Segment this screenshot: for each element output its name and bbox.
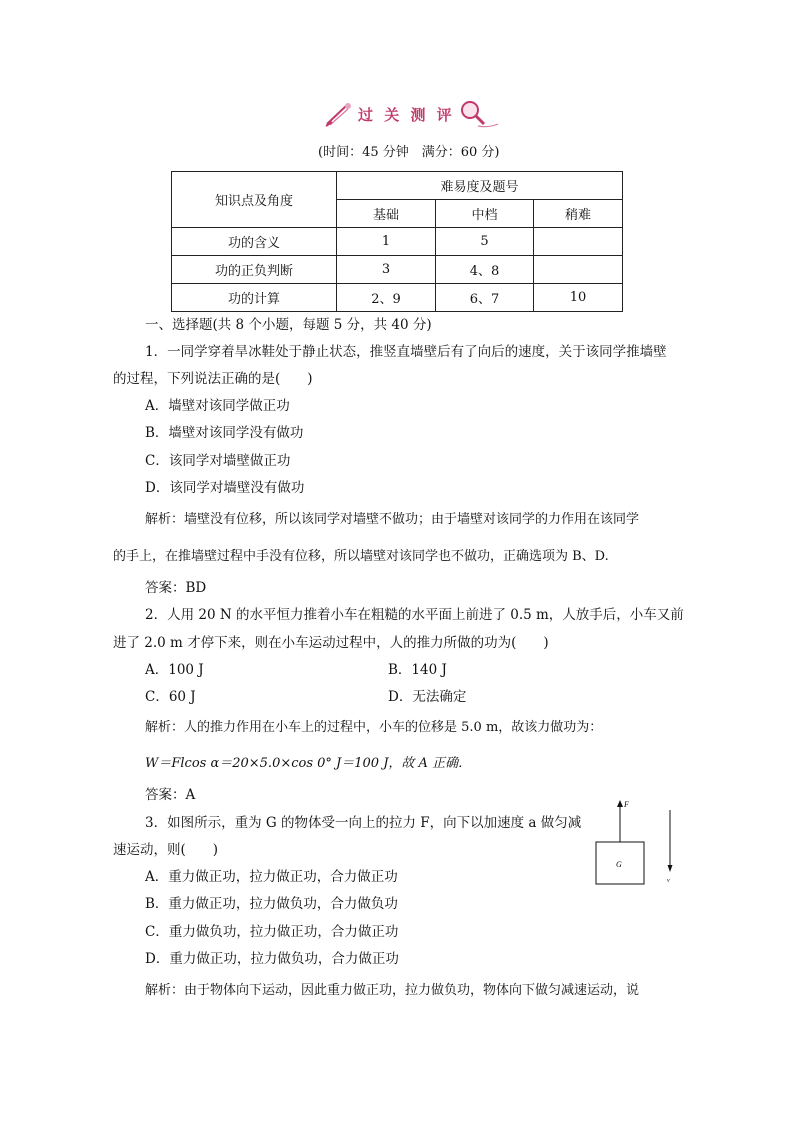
table-header-difficulty: 难易度及题号 — [337, 172, 623, 200]
velocity-arrow-head — [668, 865, 673, 872]
q1-stem-line2: 的过程，下列说法正确的是( ) — [113, 371, 313, 387]
q2-option-b: B．140 J — [388, 662, 447, 678]
q2-formula: W＝Flcos α＝20×5.0×cos 0° J＝100 J，故 A 正确． — [145, 756, 472, 771]
table-cell-topic: 功的计算 — [172, 284, 337, 312]
q2-option-d: D．无法确定 — [388, 689, 467, 705]
q2-option-c: C．60 J — [145, 689, 196, 705]
q3-option-a: A．重力做正功，拉力做正功，合力做正功 — [145, 869, 398, 885]
force-diagram-svg — [592, 798, 682, 888]
box-label: G — [616, 860, 622, 869]
answer-value: BD — [185, 580, 207, 596]
table-cell-basic: 2、9 — [337, 284, 436, 312]
table-subheader-medium: 中档 — [436, 200, 534, 228]
force-label: F — [624, 800, 629, 809]
q1-analysis-line1 — [145, 508, 639, 527]
table-cell-hard — [534, 228, 623, 256]
analysis-label: 解析： — [145, 983, 185, 998]
answer-label: 答案： — [145, 580, 186, 596]
section-heading: 一、选择题(共 8 个小题，每题 5 分，共 40 分) — [145, 317, 432, 333]
q2-stem-line2: 进了 2.0 m 才停下来，则在小车运动过程中，人的推力所做的功为( ) — [113, 635, 549, 651]
q3-analysis-line1 — [145, 979, 639, 998]
table-subheader-hard: 稍难 — [534, 200, 623, 228]
analysis-label: 解析： — [145, 512, 185, 527]
knowledge-difficulty-table — [171, 171, 623, 312]
force-arrow-head — [617, 800, 623, 807]
table-cell-hard: 10 — [534, 284, 623, 312]
table-subheader-basic: 基础 — [337, 200, 436, 228]
page-title: 过 关 测 评 — [358, 106, 455, 124]
analysis-text: 人的推力作用在小车上的过程中，小车的位移是 5.0 m，故该力做功为： — [184, 720, 603, 735]
q1-stem-line1: 1．一同学穿着旱冰鞋处于静止状态，推竖直墙壁后有了向后的速度，关于该同学推墙壁 — [145, 344, 667, 360]
analysis-label: 解析： — [145, 720, 185, 735]
table-header-topic: 知识点及角度 — [172, 172, 337, 228]
table-row — [172, 284, 623, 312]
table-cell-medium: 4、8 — [436, 256, 534, 284]
answer-value: A — [185, 787, 196, 803]
velocity-label: v — [667, 878, 670, 884]
analysis-text: 墙壁没有位移，所以该同学对墙壁不做功；由于墙壁对该同学的力作用在该同学 — [184, 512, 640, 527]
q2-analysis-line1 — [145, 716, 602, 735]
q3-stem-line2: 速运动，则( ) — [113, 842, 219, 858]
magnifier-decoration-icon — [458, 98, 500, 130]
q1-answer — [145, 576, 206, 596]
q3-option-b: B．重力做正功，拉力做负功，合力做负功 — [145, 896, 398, 912]
table-cell-medium: 6、7 — [436, 284, 534, 312]
q3-option-d: D．重力做正功，拉力做负功，合力做正功 — [145, 951, 399, 967]
answer-label: 答案： — [145, 787, 186, 803]
table-cell-medium: 5 — [436, 228, 534, 256]
q1-option-b: B．墙壁对该同学没有做功 — [145, 425, 304, 441]
section-title-banner — [320, 98, 500, 132]
table-cell-hard — [534, 256, 623, 284]
q1-analysis-line2: 的手上，在推墙壁过程中手没有位移，所以墙壁对该同学也不做功，正确选项为 B、D. — [113, 549, 609, 564]
q3-option-c: C．重力做负功，拉力做正功，合力做正功 — [145, 924, 399, 940]
q2-stem-line1: 2．人用 20 N 的水平恒力推着小车在粗糙的水平面上前进了 0.5 m，人放手后，小车又前 — [145, 607, 684, 623]
table-cell-basic: 1 — [337, 228, 436, 256]
q1-option-d: D．该同学对墙壁没有做功 — [145, 480, 305, 496]
exam-time-score: (时间：45 分钟 满分：60 分) — [318, 145, 500, 160]
q1-option-c: C．该同学对墙壁做正功 — [145, 453, 291, 469]
table-cell-topic: 功的正负判断 — [172, 256, 337, 284]
table-cell-basic: 3 — [337, 256, 436, 284]
q2-option-a: A．100 J — [145, 662, 204, 678]
q2-answer — [145, 783, 195, 803]
table-row — [172, 256, 623, 284]
q3-stem-line1: 3．如图所示，重为 G 的物体受一向上的拉力 F，向下以加速度 a 做匀减 — [145, 815, 582, 831]
pen-decoration-icon — [324, 100, 354, 128]
analysis-text: 由于物体向下运动，因此重力做正功，拉力做负功，物体向下做匀减速运动，说 — [184, 983, 640, 998]
force-diagram — [592, 798, 682, 888]
table-cell-topic: 功的含义 — [172, 228, 337, 256]
table-row — [172, 228, 623, 256]
q1-option-a: A．墙壁对该同学做正功 — [145, 398, 290, 414]
